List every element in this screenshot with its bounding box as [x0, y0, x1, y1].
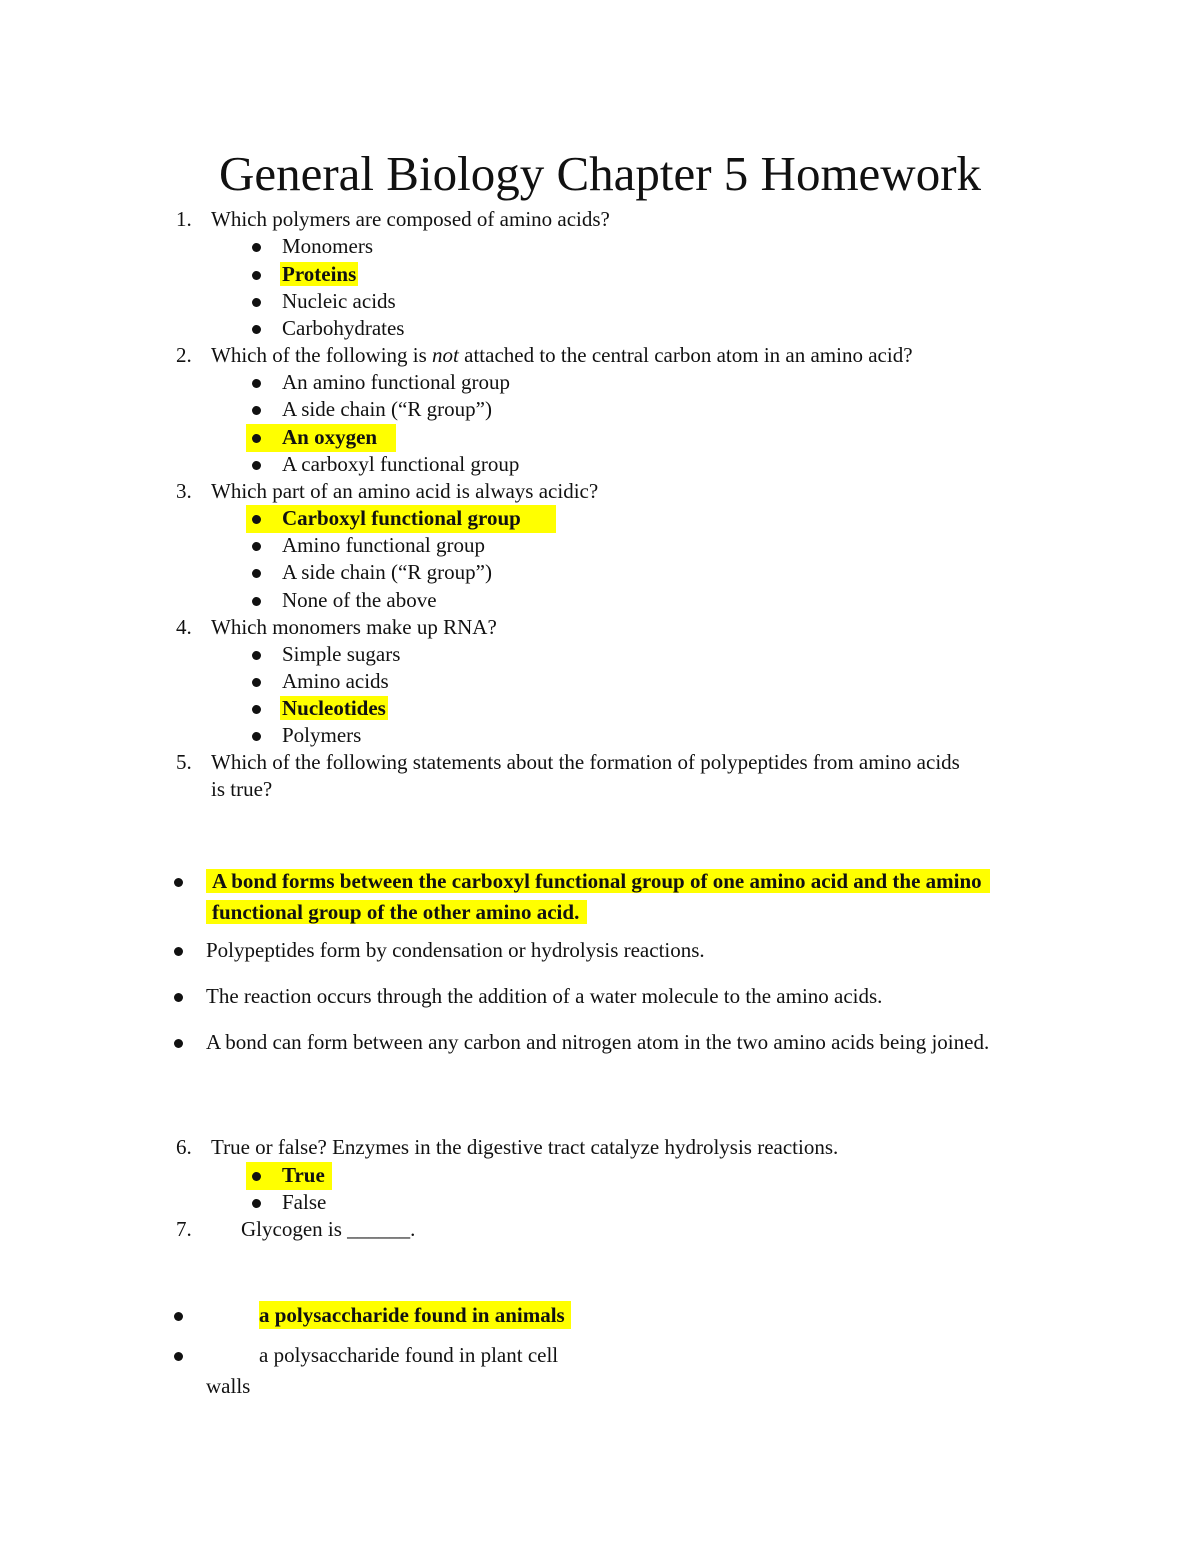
question-number: 6. [176, 1135, 192, 1159]
bullet-icon [252, 406, 261, 415]
bullet-icon [174, 947, 183, 956]
bullet-icon [174, 878, 183, 887]
bullet-icon [252, 651, 261, 660]
question-text: Which of the following statements about the formation of polypeptides from amino acids [211, 750, 960, 774]
question-number: 1. [176, 207, 192, 231]
bullet-icon [252, 705, 261, 714]
question-number: 2. [176, 343, 192, 367]
question-text: Which monomers make up RNA? [211, 615, 497, 639]
page-title: General Biology Chapter 5 Homework [218, 146, 982, 201]
list-item-continued: walls [206, 1374, 251, 1398]
bullet-icon [252, 1199, 261, 1208]
bullet-icon [252, 434, 261, 443]
bullet-icon [252, 461, 261, 470]
bullet-icon [252, 597, 261, 606]
question-text: is true? [211, 777, 273, 801]
question-text: Glycogen is ______. [241, 1217, 416, 1241]
bullet-icon [174, 1352, 183, 1361]
bullet-icon [174, 1312, 183, 1321]
question-text: True or false? Enzymes in the digestive tract catalyze hydrolysis reactions. [211, 1135, 839, 1159]
bullet-icon [252, 325, 261, 334]
bullet-icon [252, 243, 261, 252]
bullet-icon [252, 298, 261, 307]
question-number: 7. [176, 1217, 192, 1241]
question-text: Which part of an amino acid is always acidic? [211, 479, 599, 503]
bullet-icon [252, 515, 261, 524]
bullet-icon [252, 542, 261, 551]
document-page: General Biology Chapter 5 Homework 1. Which polymers are composed of amino acids? Monomers Proteins Nucleic acids Carbohydrates 2. Which of the following is not attached to the central carbon atom in an amino acid? An amino functional group A side chain (“R group”) An oxygen A carboxyl functional group 3. Which part of an amino acid is always acidic? Carboxyl functional group Amino functional group A side chain (“R group”) None of the above 4. Which monomers make up RNA? Simple sugars Amino acids Nucleotides Polymers 5. Which of the following statements about the formation of polypeptides from amino acids is true? A bond forms between the carboxyl functional group of one amino acid and the amino functional group of the other amino acid. Polypeptides form by condensation or hydrolysis reactions. The reaction occurs through the addition of a water molecule to the amino acids. A bond can form between any carbon and nitrogen atom in the two amino acids being joined. 6. True or false? Enzymes in the digestive tract catalyze hydrolysis reactions. True False 7. Glycogen is ______. a polysaccharide found in animals a polysaccharide found in plant cell walls [0, 0, 1200, 1553]
question-number: 5. [176, 750, 192, 774]
bullet-icon [174, 993, 183, 1002]
question-number: 3. [176, 479, 192, 503]
question-text: Which polymers are composed of amino acids? [211, 207, 610, 231]
bullet-icon [252, 678, 261, 687]
bullet-icon [252, 732, 261, 741]
bullet-icon [252, 379, 261, 388]
bullet-icon [252, 1172, 261, 1181]
question-number: 4. [176, 615, 192, 639]
bullet-icon [252, 271, 261, 280]
bullet-icon [174, 1039, 183, 1048]
bullet-icon [252, 569, 261, 578]
question-text: Which of the following is not attached to the central carbon atom in an amino acid? [211, 343, 913, 367]
